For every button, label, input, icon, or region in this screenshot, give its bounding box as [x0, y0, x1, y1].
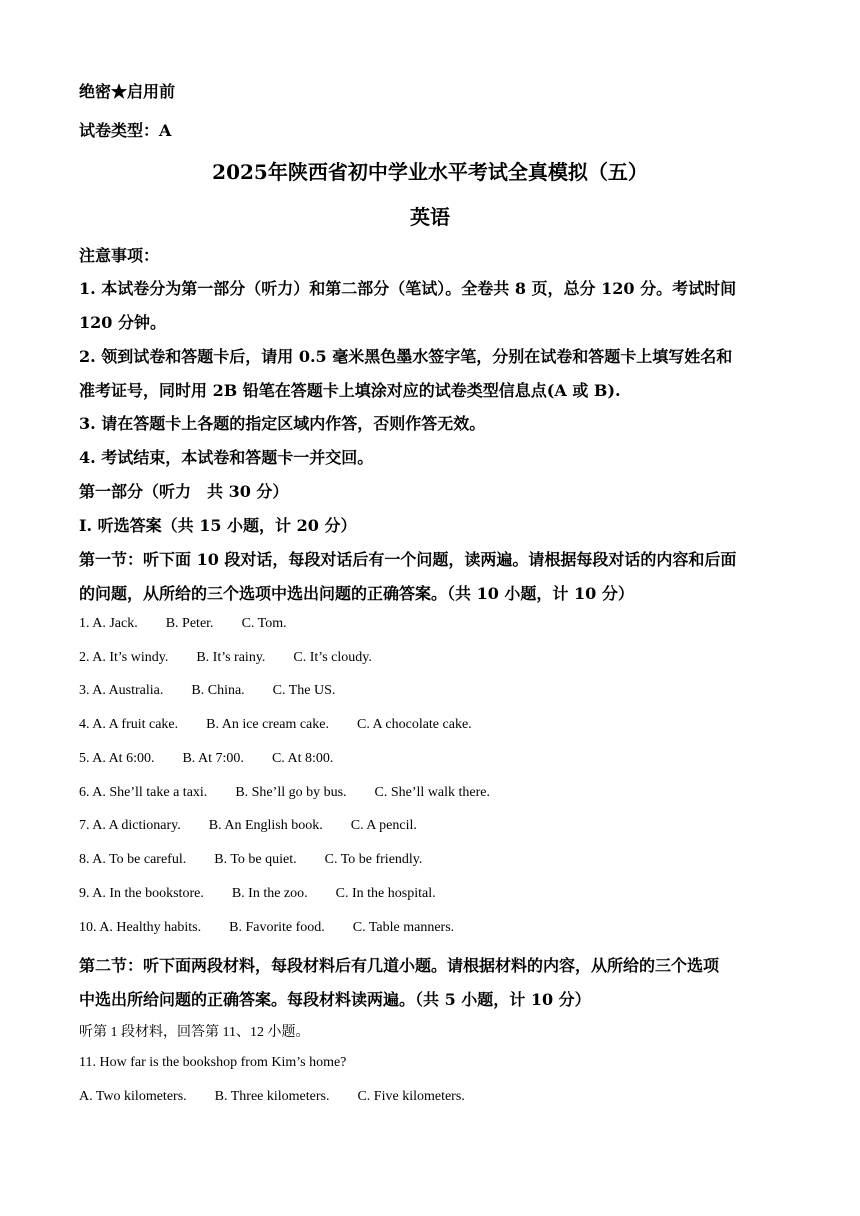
paper-type: 试卷类型：A: [79, 121, 172, 140]
section1-heading: Ⅰ. 听选答案（共 15 小题，计 20 分）: [79, 516, 357, 535]
question-row: [79, 751, 333, 767]
option-a: 9. A. In the bookstore.: [79, 886, 204, 901]
material-note: 听第 1 段材料，回答第 11、12 小题。: [79, 1025, 310, 1040]
option-b: B. Favorite food.: [229, 920, 325, 935]
option-b: B. Peter.: [165, 616, 214, 631]
question-row: [79, 616, 287, 632]
option-c: C. The US.: [272, 683, 336, 698]
question-row: [79, 886, 436, 902]
page-title: 2025年陕西省初中学业水平考试全真模拟（五）: [212, 160, 648, 184]
option-c: C. It’s cloudy.: [293, 650, 372, 665]
question-row: [79, 920, 454, 936]
option-c: C. At 8:00.: [271, 751, 334, 766]
notice-item-4: 4. 考试结束，本试卷和答题卡一并交回。: [79, 448, 374, 467]
option-c: C. In the hospital.: [335, 886, 436, 901]
option-b: B. An English book.: [208, 818, 323, 833]
option-b: B. In the zoo.: [231, 886, 308, 901]
question-row: [79, 818, 417, 834]
sub2-instructions-cont: 中选出所给问题的正确答案。每段材料读两遍。（共 5 小题，计 10 分）: [79, 990, 591, 1009]
option-a: 7. A. A dictionary.: [79, 818, 181, 833]
option-a: 3. A. Australia.: [79, 683, 164, 698]
question-row: [79, 717, 472, 733]
sub1-instructions: 第一节：听下面 10 段对话，每段对话后有一个问题，读两遍。请根据每段对话的内容和后面: [79, 550, 737, 569]
notice-heading: 注意事项：: [79, 246, 160, 265]
option-b: B. At 7:00.: [182, 751, 244, 766]
option-a: 4. A. A fruit cake.: [79, 717, 179, 732]
notice-item-2-cont: 准考证号，同时用 2B 铅笔在答题卡上填涂对应的试卷类型信息点(A 或 B).: [79, 381, 621, 400]
option-a: 5. A. At 6:00.: [79, 751, 155, 766]
option-c: C. A chocolate cake.: [356, 717, 472, 732]
part1-heading: 第一部分（听力 共 30 分）: [79, 482, 289, 501]
option-b: B. An ice cream cake.: [206, 717, 329, 732]
option-c: C. Five kilometers.: [357, 1089, 465, 1104]
subject-title: 英语: [410, 205, 450, 229]
secret-mark: 绝密★启用前: [79, 82, 176, 101]
option-c: C. She’ll walk there.: [374, 785, 491, 800]
sub1-instructions-cont: 的问题，从所给的三个选项中选出问题的正确答案。（共 10 小题，计 10 分）: [79, 584, 634, 603]
option-a: 1. A. Jack.: [79, 616, 138, 631]
sub2-instructions: 第二节：听下面两段材料，每段材料后有几道小题。请根据材料的内容，从所给的三个选项: [79, 956, 720, 975]
question-row: [79, 785, 490, 801]
option-c: C. Tom.: [241, 616, 287, 631]
option-c: C. Table manners.: [352, 920, 455, 935]
notice-item-1-cont: 120 分钟。: [79, 313, 166, 332]
option-a: 2. A. It’s windy.: [79, 650, 169, 665]
notice-item-3: 3. 请在答题卡上各题的指定区域内作答，否则作答无效。: [79, 414, 486, 433]
option-a: A. Two kilometers.: [79, 1089, 187, 1104]
option-b: B. She’ll go by bus.: [235, 785, 347, 800]
question-11-stem: 11. How far is the bookshop from Kim’s home?: [79, 1055, 347, 1070]
notice-item-1: 1. 本试卷分为第一部分（听力）和第二部分（笔试）。全卷共 8 页，总分 120 分。考试时间: [79, 279, 737, 298]
option-a: 10. A. Healthy habits.: [79, 920, 202, 935]
question-row: [79, 683, 335, 699]
notice-item-2: 2. 领到试卷和答题卡后，请用 0.5 毫米黑色墨水签字笔，分别在试卷和答题卡上填写姓名和: [79, 347, 733, 366]
option-a: 6. A. She’ll take a taxi.: [79, 785, 208, 800]
option-b: B. Three kilometers.: [214, 1089, 330, 1104]
option-b: B. China.: [191, 683, 245, 698]
question-row: [79, 1089, 465, 1105]
option-b: B. It’s rainy.: [196, 650, 266, 665]
option-c: C. To be friendly.: [324, 852, 423, 867]
question-row: [79, 852, 422, 868]
option-a: 8. A. To be careful.: [79, 852, 187, 867]
option-c: C. A pencil.: [350, 818, 417, 833]
question-row: [79, 650, 372, 666]
option-b: B. To be quiet.: [214, 852, 297, 867]
